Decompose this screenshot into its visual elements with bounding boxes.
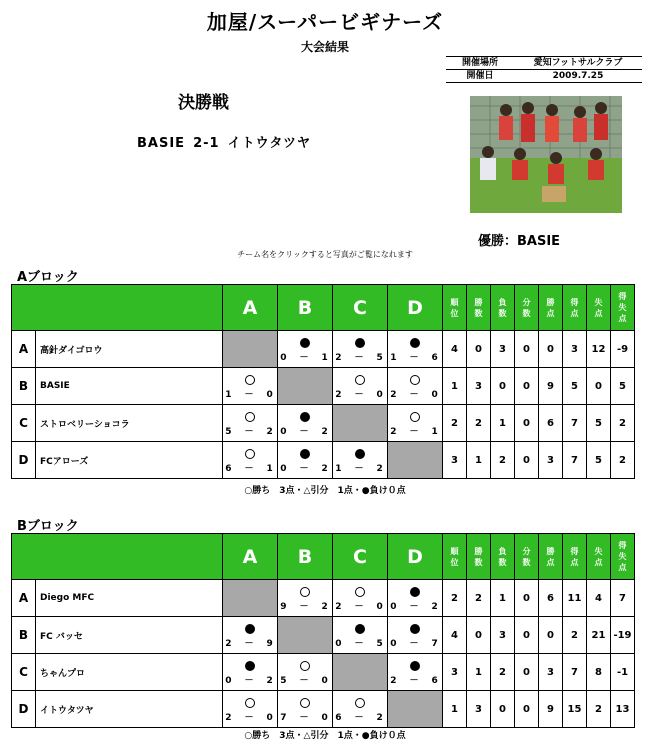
loss-dot-icon bbox=[410, 338, 420, 348]
stat-value: 1 bbox=[467, 442, 491, 479]
block-b-legend: ○勝ち 3点・△引分 1点・●負け０点 bbox=[244, 731, 406, 741]
team-name-link[interactable]: イトウタツヤ bbox=[36, 691, 223, 728]
team-photo bbox=[470, 96, 622, 213]
stat-header-char: 勝 bbox=[474, 546, 483, 556]
match-score: 6 － 1 bbox=[225, 464, 275, 474]
team-name-link[interactable]: Diego MFC bbox=[36, 580, 223, 617]
stat-value: 0 bbox=[515, 580, 539, 617]
loss-dot-icon bbox=[300, 412, 310, 422]
stat-value: 0 bbox=[515, 691, 539, 728]
stat-header-char: 勝 bbox=[546, 546, 555, 556]
match-result bbox=[278, 658, 332, 686]
final-result bbox=[137, 132, 319, 151]
diagonal-cell bbox=[388, 691, 443, 728]
header-blank bbox=[12, 285, 223, 331]
column-header-d: D bbox=[388, 534, 443, 580]
stat-value: 0 bbox=[515, 368, 539, 405]
team-letter: A bbox=[12, 580, 36, 617]
stat-header bbox=[587, 534, 611, 580]
stat-header bbox=[467, 534, 491, 580]
match-score: 0 － 2 bbox=[225, 676, 275, 686]
stat-value: 6 bbox=[539, 405, 563, 442]
win-circle-icon bbox=[300, 587, 310, 597]
team-name-link[interactable]: ちゃんプロ bbox=[36, 654, 223, 691]
match-result bbox=[388, 372, 442, 400]
stat-header-char: 点 bbox=[594, 308, 603, 318]
match-result-cell bbox=[388, 580, 443, 617]
loss-dot-icon bbox=[245, 624, 255, 634]
match-result bbox=[388, 409, 442, 437]
header-blank bbox=[12, 534, 223, 580]
stat-value: 2 bbox=[467, 580, 491, 617]
match-result bbox=[223, 621, 277, 649]
match-result bbox=[333, 335, 387, 363]
stat-value: 0 bbox=[491, 691, 515, 728]
stat-value: 6 bbox=[539, 580, 563, 617]
match-result bbox=[333, 621, 387, 649]
diagonal-cell bbox=[278, 368, 333, 405]
win-circle-icon bbox=[245, 412, 255, 422]
final-score: 2-1 bbox=[193, 136, 220, 151]
stat-value: 7 bbox=[611, 580, 635, 617]
win-circle-icon bbox=[300, 698, 310, 708]
stat-value: 1 bbox=[443, 691, 467, 728]
stat-header-char: 失 bbox=[594, 297, 603, 307]
loss-dot-icon bbox=[355, 338, 365, 348]
stat-value: 3 bbox=[467, 691, 491, 728]
stat-value: 1 bbox=[467, 654, 491, 691]
stat-header-char: 数 bbox=[474, 308, 483, 318]
diagonal-cell bbox=[333, 654, 388, 691]
stat-value: 3 bbox=[563, 331, 587, 368]
stat-value: 11 bbox=[563, 580, 587, 617]
win-circle-icon bbox=[410, 412, 420, 422]
stat-header-char: 勝 bbox=[546, 297, 555, 307]
stat-header bbox=[515, 534, 539, 580]
stat-value: 2 bbox=[587, 691, 611, 728]
stat-header-char: 失 bbox=[594, 546, 603, 556]
team-letter: C bbox=[12, 405, 36, 442]
match-result-cell bbox=[333, 580, 388, 617]
stat-header bbox=[515, 285, 539, 331]
stat-value: 1 bbox=[491, 405, 515, 442]
column-header-b: B bbox=[278, 534, 333, 580]
match-score: 2 － 0 bbox=[335, 390, 385, 400]
stat-header-char: 分 bbox=[522, 546, 531, 556]
stat-header-char: 点 bbox=[570, 308, 579, 318]
header-row bbox=[12, 534, 635, 580]
team-letter: A bbox=[12, 331, 36, 368]
column-header-d: D bbox=[388, 285, 443, 331]
match-score: 0 － 7 bbox=[390, 639, 440, 649]
match-score: 2 － 5 bbox=[335, 353, 385, 363]
match-result bbox=[388, 584, 442, 612]
win-circle-icon bbox=[355, 375, 365, 385]
stat-header bbox=[611, 534, 635, 580]
match-score: 0 － 2 bbox=[280, 464, 330, 474]
team-letter: B bbox=[12, 617, 36, 654]
stat-header-char: 順 bbox=[450, 297, 459, 307]
stat-value: 2 bbox=[611, 405, 635, 442]
match-result bbox=[278, 695, 332, 723]
click-note: チーム名をクリックすると写真がご覧になれます bbox=[237, 250, 413, 259]
stat-value: 0 bbox=[515, 442, 539, 479]
stat-value: 8 bbox=[587, 654, 611, 691]
team-letter: B bbox=[12, 368, 36, 405]
stat-header-char: 数 bbox=[522, 557, 531, 567]
loss-dot-icon bbox=[410, 624, 420, 634]
team-row bbox=[12, 442, 635, 479]
diagonal-cell bbox=[223, 580, 278, 617]
match-score: 0 － 2 bbox=[280, 427, 330, 437]
stat-value: 2 bbox=[611, 442, 635, 479]
match-score: 1 － 0 bbox=[225, 390, 275, 400]
stat-value: 3 bbox=[443, 442, 467, 479]
stat-header-char: 点 bbox=[594, 557, 603, 567]
match-result-cell bbox=[223, 405, 278, 442]
match-result-cell bbox=[333, 368, 388, 405]
match-result-cell bbox=[388, 654, 443, 691]
stat-value: 2 bbox=[443, 405, 467, 442]
column-header-a: A bbox=[223, 285, 278, 331]
stat-value: 7 bbox=[563, 654, 587, 691]
stat-value: 7 bbox=[563, 442, 587, 479]
stat-value: -1 bbox=[611, 654, 635, 691]
block-a-table bbox=[11, 284, 635, 479]
diagonal-cell bbox=[333, 405, 388, 442]
stat-header-char: 得 bbox=[570, 546, 579, 556]
stat-header-char: 点 bbox=[546, 308, 555, 318]
win-circle-icon bbox=[410, 375, 420, 385]
stat-header bbox=[443, 534, 467, 580]
stat-value: 3 bbox=[491, 331, 515, 368]
winner-label: 優勝：BASIE bbox=[478, 234, 561, 249]
stat-value: 15 bbox=[563, 691, 587, 728]
match-result-cell bbox=[223, 617, 278, 654]
stat-header-char: 順 bbox=[450, 546, 459, 556]
match-result bbox=[223, 658, 277, 686]
diagonal-cell bbox=[223, 331, 278, 368]
final-heading: 決勝戦 bbox=[178, 93, 229, 113]
date-value: 2009.7.25 bbox=[514, 70, 642, 83]
match-score: 9 － 2 bbox=[280, 602, 330, 612]
win-circle-icon bbox=[355, 587, 365, 597]
final-team1[interactable]: BASIE bbox=[137, 136, 186, 151]
team-name-link[interactable]: BASIE bbox=[36, 368, 223, 405]
match-result-cell bbox=[278, 405, 333, 442]
stat-value: 4 bbox=[443, 331, 467, 368]
stat-value: 3 bbox=[539, 442, 563, 479]
match-score: 1 － 6 bbox=[390, 353, 440, 363]
stat-header-char: 数 bbox=[498, 557, 507, 567]
stat-header bbox=[491, 534, 515, 580]
match-score: 2 － 0 bbox=[390, 390, 440, 400]
stat-value: 0 bbox=[515, 617, 539, 654]
match-result bbox=[278, 446, 332, 474]
stat-header bbox=[539, 285, 563, 331]
stat-value: -9 bbox=[611, 331, 635, 368]
team-letter: D bbox=[12, 691, 36, 728]
diagonal-cell bbox=[278, 617, 333, 654]
team-name-link[interactable]: 高針ダイゴロウ bbox=[36, 331, 223, 368]
team-name-link[interactable]: FCアローズ bbox=[36, 442, 223, 479]
match-result-cell bbox=[223, 368, 278, 405]
match-result bbox=[278, 335, 332, 363]
match-score: 2 － 0 bbox=[225, 713, 275, 723]
match-result bbox=[333, 372, 387, 400]
stat-value: 0 bbox=[587, 368, 611, 405]
stat-value: 0 bbox=[515, 331, 539, 368]
column-header-a: A bbox=[223, 534, 278, 580]
venue-label: 開催場所 bbox=[446, 57, 514, 70]
win-circle-icon bbox=[355, 698, 365, 708]
stat-header bbox=[587, 285, 611, 331]
stat-value: 1 bbox=[491, 580, 515, 617]
stat-value: 0 bbox=[515, 405, 539, 442]
match-result-cell bbox=[278, 442, 333, 479]
stat-value: 0 bbox=[467, 617, 491, 654]
stat-header-char: 分 bbox=[522, 297, 531, 307]
stat-header-char: 位 bbox=[450, 308, 459, 318]
match-result bbox=[223, 372, 277, 400]
stat-header-char: 得 bbox=[618, 292, 627, 301]
stat-value: 2 bbox=[467, 405, 491, 442]
loss-dot-icon bbox=[355, 624, 365, 634]
column-header-c: C bbox=[333, 285, 388, 331]
match-score: 1 － 2 bbox=[335, 464, 385, 474]
team-letter: D bbox=[12, 442, 36, 479]
stat-value: 1 bbox=[443, 368, 467, 405]
match-result bbox=[388, 335, 442, 363]
loss-dot-icon bbox=[410, 661, 420, 671]
stat-value: 12 bbox=[587, 331, 611, 368]
block-a-title: Aブロック bbox=[17, 270, 79, 285]
match-result-cell bbox=[388, 368, 443, 405]
stat-value: 4 bbox=[587, 580, 611, 617]
stat-header-char: 勝 bbox=[474, 297, 483, 307]
block-b-title: Bブロック bbox=[17, 519, 79, 534]
date-label: 開催日 bbox=[446, 70, 514, 83]
stat-header-char: 数 bbox=[522, 308, 531, 318]
stat-header-char: 数 bbox=[474, 557, 483, 567]
match-score: 5 － 2 bbox=[225, 427, 275, 437]
stat-header-char: 点 bbox=[570, 557, 579, 567]
block-b-table bbox=[11, 533, 635, 728]
team-row bbox=[12, 654, 635, 691]
stat-header bbox=[563, 285, 587, 331]
match-result-cell bbox=[388, 405, 443, 442]
stat-value: 9 bbox=[539, 368, 563, 405]
stat-header-char: 失 bbox=[618, 303, 627, 312]
match-score: 2 － 9 bbox=[225, 639, 275, 649]
team-name-link[interactable]: FC バッセ bbox=[36, 617, 223, 654]
stat-header bbox=[563, 534, 587, 580]
match-result-cell bbox=[333, 617, 388, 654]
stat-value: 3 bbox=[491, 617, 515, 654]
stat-header bbox=[611, 285, 635, 331]
stat-value: 0 bbox=[539, 617, 563, 654]
match-result-cell bbox=[388, 617, 443, 654]
match-result-cell bbox=[223, 691, 278, 728]
match-result bbox=[333, 584, 387, 612]
match-score: 2 － 0 bbox=[335, 602, 385, 612]
stat-value: 2 bbox=[563, 617, 587, 654]
stat-header-char: 位 bbox=[450, 557, 459, 567]
event-info-table bbox=[446, 56, 642, 83]
match-score: 0 － 1 bbox=[280, 353, 330, 363]
diagonal-cell bbox=[388, 442, 443, 479]
team-name-link[interactable]: ストロベリーショコラ bbox=[36, 405, 223, 442]
column-header-b: B bbox=[278, 285, 333, 331]
stat-header bbox=[539, 534, 563, 580]
team-row bbox=[12, 368, 635, 405]
loss-dot-icon bbox=[410, 587, 420, 597]
stat-header-char: 点 bbox=[618, 314, 627, 323]
stat-value: 3 bbox=[443, 654, 467, 691]
match-result-cell bbox=[223, 442, 278, 479]
page-title: 加屋/スーパービギナーズ bbox=[206, 10, 444, 34]
column-header-c: C bbox=[333, 534, 388, 580]
final-team2[interactable]: イトウタツヤ bbox=[227, 136, 312, 151]
stat-value: 13 bbox=[611, 691, 635, 728]
match-score: 6 － 2 bbox=[335, 713, 385, 723]
stat-value: 2 bbox=[491, 654, 515, 691]
stat-value: 0 bbox=[467, 331, 491, 368]
match-result bbox=[278, 409, 332, 437]
match-result bbox=[388, 621, 442, 649]
match-result bbox=[223, 409, 277, 437]
stat-header-char: 得 bbox=[570, 297, 579, 307]
win-circle-icon bbox=[245, 375, 255, 385]
loss-dot-icon bbox=[245, 661, 255, 671]
stat-header-char: 点 bbox=[546, 557, 555, 567]
header-row bbox=[12, 285, 635, 331]
stat-value: 2 bbox=[443, 580, 467, 617]
match-result-cell bbox=[333, 442, 388, 479]
stat-value: 4 bbox=[443, 617, 467, 654]
stat-header-char: 負 bbox=[498, 546, 507, 556]
stat-value: 0 bbox=[539, 331, 563, 368]
stat-header-char: 得 bbox=[618, 541, 627, 550]
stat-value: 9 bbox=[539, 691, 563, 728]
match-result-cell bbox=[278, 580, 333, 617]
team-letter: C bbox=[12, 654, 36, 691]
team-row bbox=[12, 617, 635, 654]
page-subtitle: 大会結果 bbox=[300, 40, 349, 54]
stat-header bbox=[443, 285, 467, 331]
stat-header bbox=[491, 285, 515, 331]
venue-value: 愛知フットサルクラブ bbox=[514, 57, 642, 70]
team-row bbox=[12, 691, 635, 728]
match-result bbox=[223, 695, 277, 723]
match-result-cell bbox=[278, 654, 333, 691]
match-result-cell bbox=[333, 331, 388, 368]
stat-value: 0 bbox=[515, 654, 539, 691]
match-result-cell bbox=[388, 331, 443, 368]
stat-value: 3 bbox=[467, 368, 491, 405]
match-result-cell bbox=[278, 331, 333, 368]
stat-value: 5 bbox=[563, 368, 587, 405]
match-result bbox=[223, 446, 277, 474]
match-result-cell bbox=[223, 654, 278, 691]
win-circle-icon bbox=[300, 661, 310, 671]
match-score: 5 － 0 bbox=[280, 676, 330, 686]
stat-value: -19 bbox=[611, 617, 635, 654]
loss-dot-icon bbox=[300, 449, 310, 459]
stat-value: 21 bbox=[587, 617, 611, 654]
match-score: 0 － 5 bbox=[335, 639, 385, 649]
stat-header-char: 点 bbox=[618, 563, 627, 572]
match-result bbox=[333, 446, 387, 474]
match-score: 2 － 1 bbox=[390, 427, 440, 437]
stat-value: 7 bbox=[563, 405, 587, 442]
match-result-cell bbox=[333, 691, 388, 728]
match-result bbox=[333, 695, 387, 723]
match-result bbox=[278, 584, 332, 612]
match-result-cell bbox=[278, 691, 333, 728]
stat-header bbox=[467, 285, 491, 331]
win-circle-icon bbox=[245, 449, 255, 459]
block-a-legend: ○勝ち 3点・△引分 1点・●負け０点 bbox=[244, 486, 406, 496]
team-row bbox=[12, 331, 635, 368]
stat-header-char: 数 bbox=[498, 308, 507, 318]
stat-value: 0 bbox=[491, 368, 515, 405]
stat-value: 5 bbox=[587, 405, 611, 442]
stat-header-char: 失 bbox=[618, 552, 627, 561]
stat-value: 3 bbox=[539, 654, 563, 691]
loss-dot-icon bbox=[300, 338, 310, 348]
match-score: 0 － 2 bbox=[390, 602, 440, 612]
team-row bbox=[12, 580, 635, 617]
match-score: 7 － 0 bbox=[280, 713, 330, 723]
stat-header-char: 負 bbox=[498, 297, 507, 307]
match-result bbox=[388, 658, 442, 686]
stat-value: 2 bbox=[491, 442, 515, 479]
loss-dot-icon bbox=[355, 449, 365, 459]
stat-value: 5 bbox=[611, 368, 635, 405]
match-score: 2 － 6 bbox=[390, 676, 440, 686]
stat-value: 5 bbox=[587, 442, 611, 479]
win-circle-icon bbox=[245, 698, 255, 708]
team-row bbox=[12, 405, 635, 442]
